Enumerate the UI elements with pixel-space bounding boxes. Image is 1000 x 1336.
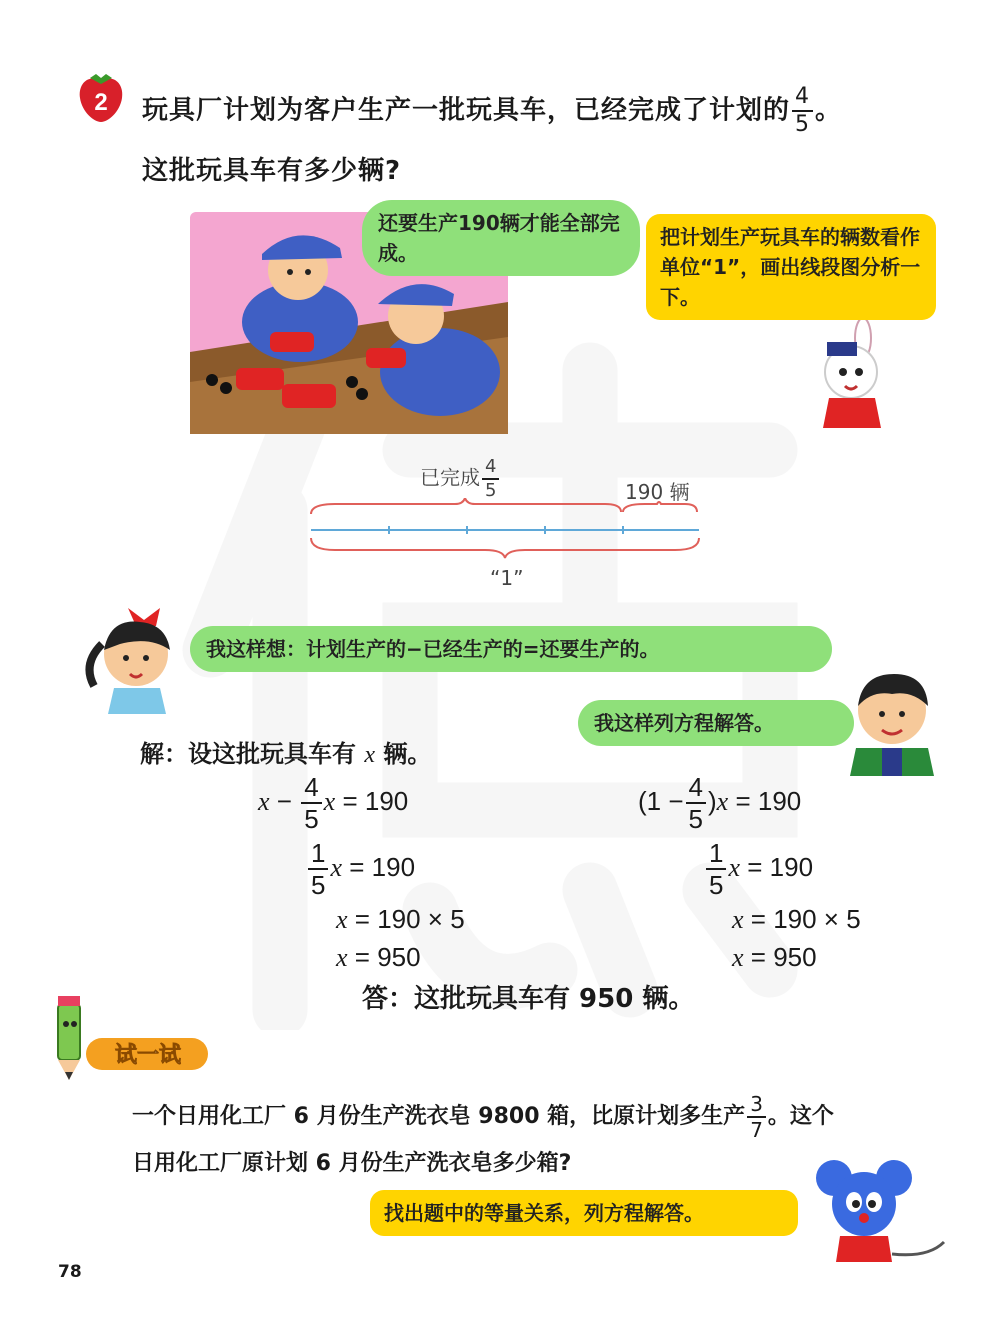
try-title: 试一试 (114, 1043, 182, 1068)
boy-character (842, 666, 942, 776)
close-paren: ) (708, 785, 717, 816)
denominator: 5 (709, 870, 724, 900)
var-x: x (716, 786, 729, 816)
remaining-brace (623, 502, 697, 512)
segment-diagram (305, 498, 705, 560)
rhs: = 190 × 5 (750, 904, 861, 934)
try-text-end: 。这个 (767, 1104, 834, 1129)
strawberry-number-icon (76, 72, 126, 124)
left-eq-4 (336, 942, 421, 973)
problem-line-2: 这批玩具车有多少辆? (142, 156, 402, 186)
try-line-2: 日用化工厂原计划 6 月份生产洗衣皂多少箱? (132, 1151, 572, 1176)
var-x: x (330, 852, 343, 882)
rhs: = 190 × 5 (354, 904, 465, 934)
fraction-denominator: 5 (795, 112, 811, 137)
rhs: = 190 (342, 785, 409, 816)
intro-variable: x (364, 742, 376, 768)
left-eq-1 (258, 774, 408, 832)
completed-fraction (482, 458, 499, 500)
try-text-1: 一个日用化工厂 6 月份生产洗衣皂 9800 箱，比原计划多生产 (132, 1104, 746, 1129)
try-line-1 (132, 1094, 834, 1140)
denominator: 5 (688, 804, 703, 834)
page-number: 78 (58, 1262, 82, 1282)
completed-brace (311, 498, 621, 514)
problem-line-1 (142, 86, 842, 136)
intro-suffix: 辆。 (383, 740, 432, 768)
try-fraction (747, 1094, 766, 1140)
numerator: 1 (706, 840, 726, 870)
answer-line: 答：这批玩具车有 950 辆。 (362, 984, 695, 1014)
worker-speech-bubble: 还要生产190辆才能全部完成。 (362, 200, 640, 276)
rhs: = 950 (354, 942, 421, 972)
try-denominator: 7 (750, 1118, 763, 1142)
rhs: = 190 (349, 851, 416, 882)
problem-text-1: 玩具厂计划为客户生产一批玩具车，已经完成了计划的 (142, 95, 791, 126)
open-paren: (1 − (638, 785, 684, 816)
right-eq-3 (732, 904, 861, 935)
left-eq-3 (336, 904, 465, 935)
watermark-character (170, 330, 810, 1030)
right-eq-2 (704, 840, 813, 898)
rabbit-character (805, 320, 895, 432)
completed-label (420, 458, 501, 500)
var-x: x (732, 943, 744, 972)
minus-sign: − (276, 785, 292, 816)
completed-text: 已完成 (420, 465, 480, 490)
intro-prefix: 解：设这批玩具车有 (140, 740, 356, 768)
left-eq-2 (306, 840, 415, 898)
denominator: 5 (311, 870, 326, 900)
completed-numerator: 4 (482, 458, 499, 480)
right-eq-1 (638, 774, 801, 832)
problem-period: 。 (815, 95, 843, 126)
mouse-character (808, 1158, 948, 1270)
fraction-numerator: 4 (792, 86, 813, 112)
rhs: = 190 (735, 785, 802, 816)
rhs: = 950 (750, 942, 817, 972)
var-x: x (258, 786, 270, 816)
problem-fraction (792, 86, 813, 136)
try-numerator: 3 (747, 1094, 766, 1118)
denominator: 5 (304, 804, 319, 834)
whole-label: “1” (490, 566, 524, 590)
var-x: x (732, 905, 744, 934)
right-eq1-fraction (686, 774, 706, 832)
girl-character (80, 604, 180, 714)
var-x: x (336, 905, 348, 934)
remaining-label: 190 辆 (625, 480, 690, 504)
rhs: = 190 (747, 851, 814, 882)
mouse-speech-bubble: 找出题中的等量关系，列方程解答。 (370, 1190, 798, 1236)
whole-brace (311, 538, 699, 558)
girl-speech-bubble: 我这样想：计划生产的−已经生产的=还要生产的。 (190, 626, 832, 672)
right-eq-4 (732, 942, 817, 973)
pencil-try-icon (48, 994, 208, 1084)
right-eq2-fraction (706, 840, 726, 898)
completed-denominator: 5 (485, 480, 497, 501)
rabbit-speech-bubble: 把计划生产玩具车的辆数看作单位“1”，画出线段图分析一下。 (646, 214, 936, 320)
numerator: 1 (308, 840, 328, 870)
boy-speech-bubble: 我这样列方程解答。 (578, 700, 854, 746)
numerator: 4 (686, 774, 706, 804)
var-x: x (728, 852, 741, 882)
left-eq1-fraction (301, 774, 321, 832)
var-x: x (323, 786, 336, 816)
solution-intro (140, 734, 431, 769)
left-eq2-fraction (308, 840, 328, 898)
numerator: 4 (301, 774, 321, 804)
var-x: x (336, 943, 348, 972)
problem-number: 2 (94, 89, 108, 116)
